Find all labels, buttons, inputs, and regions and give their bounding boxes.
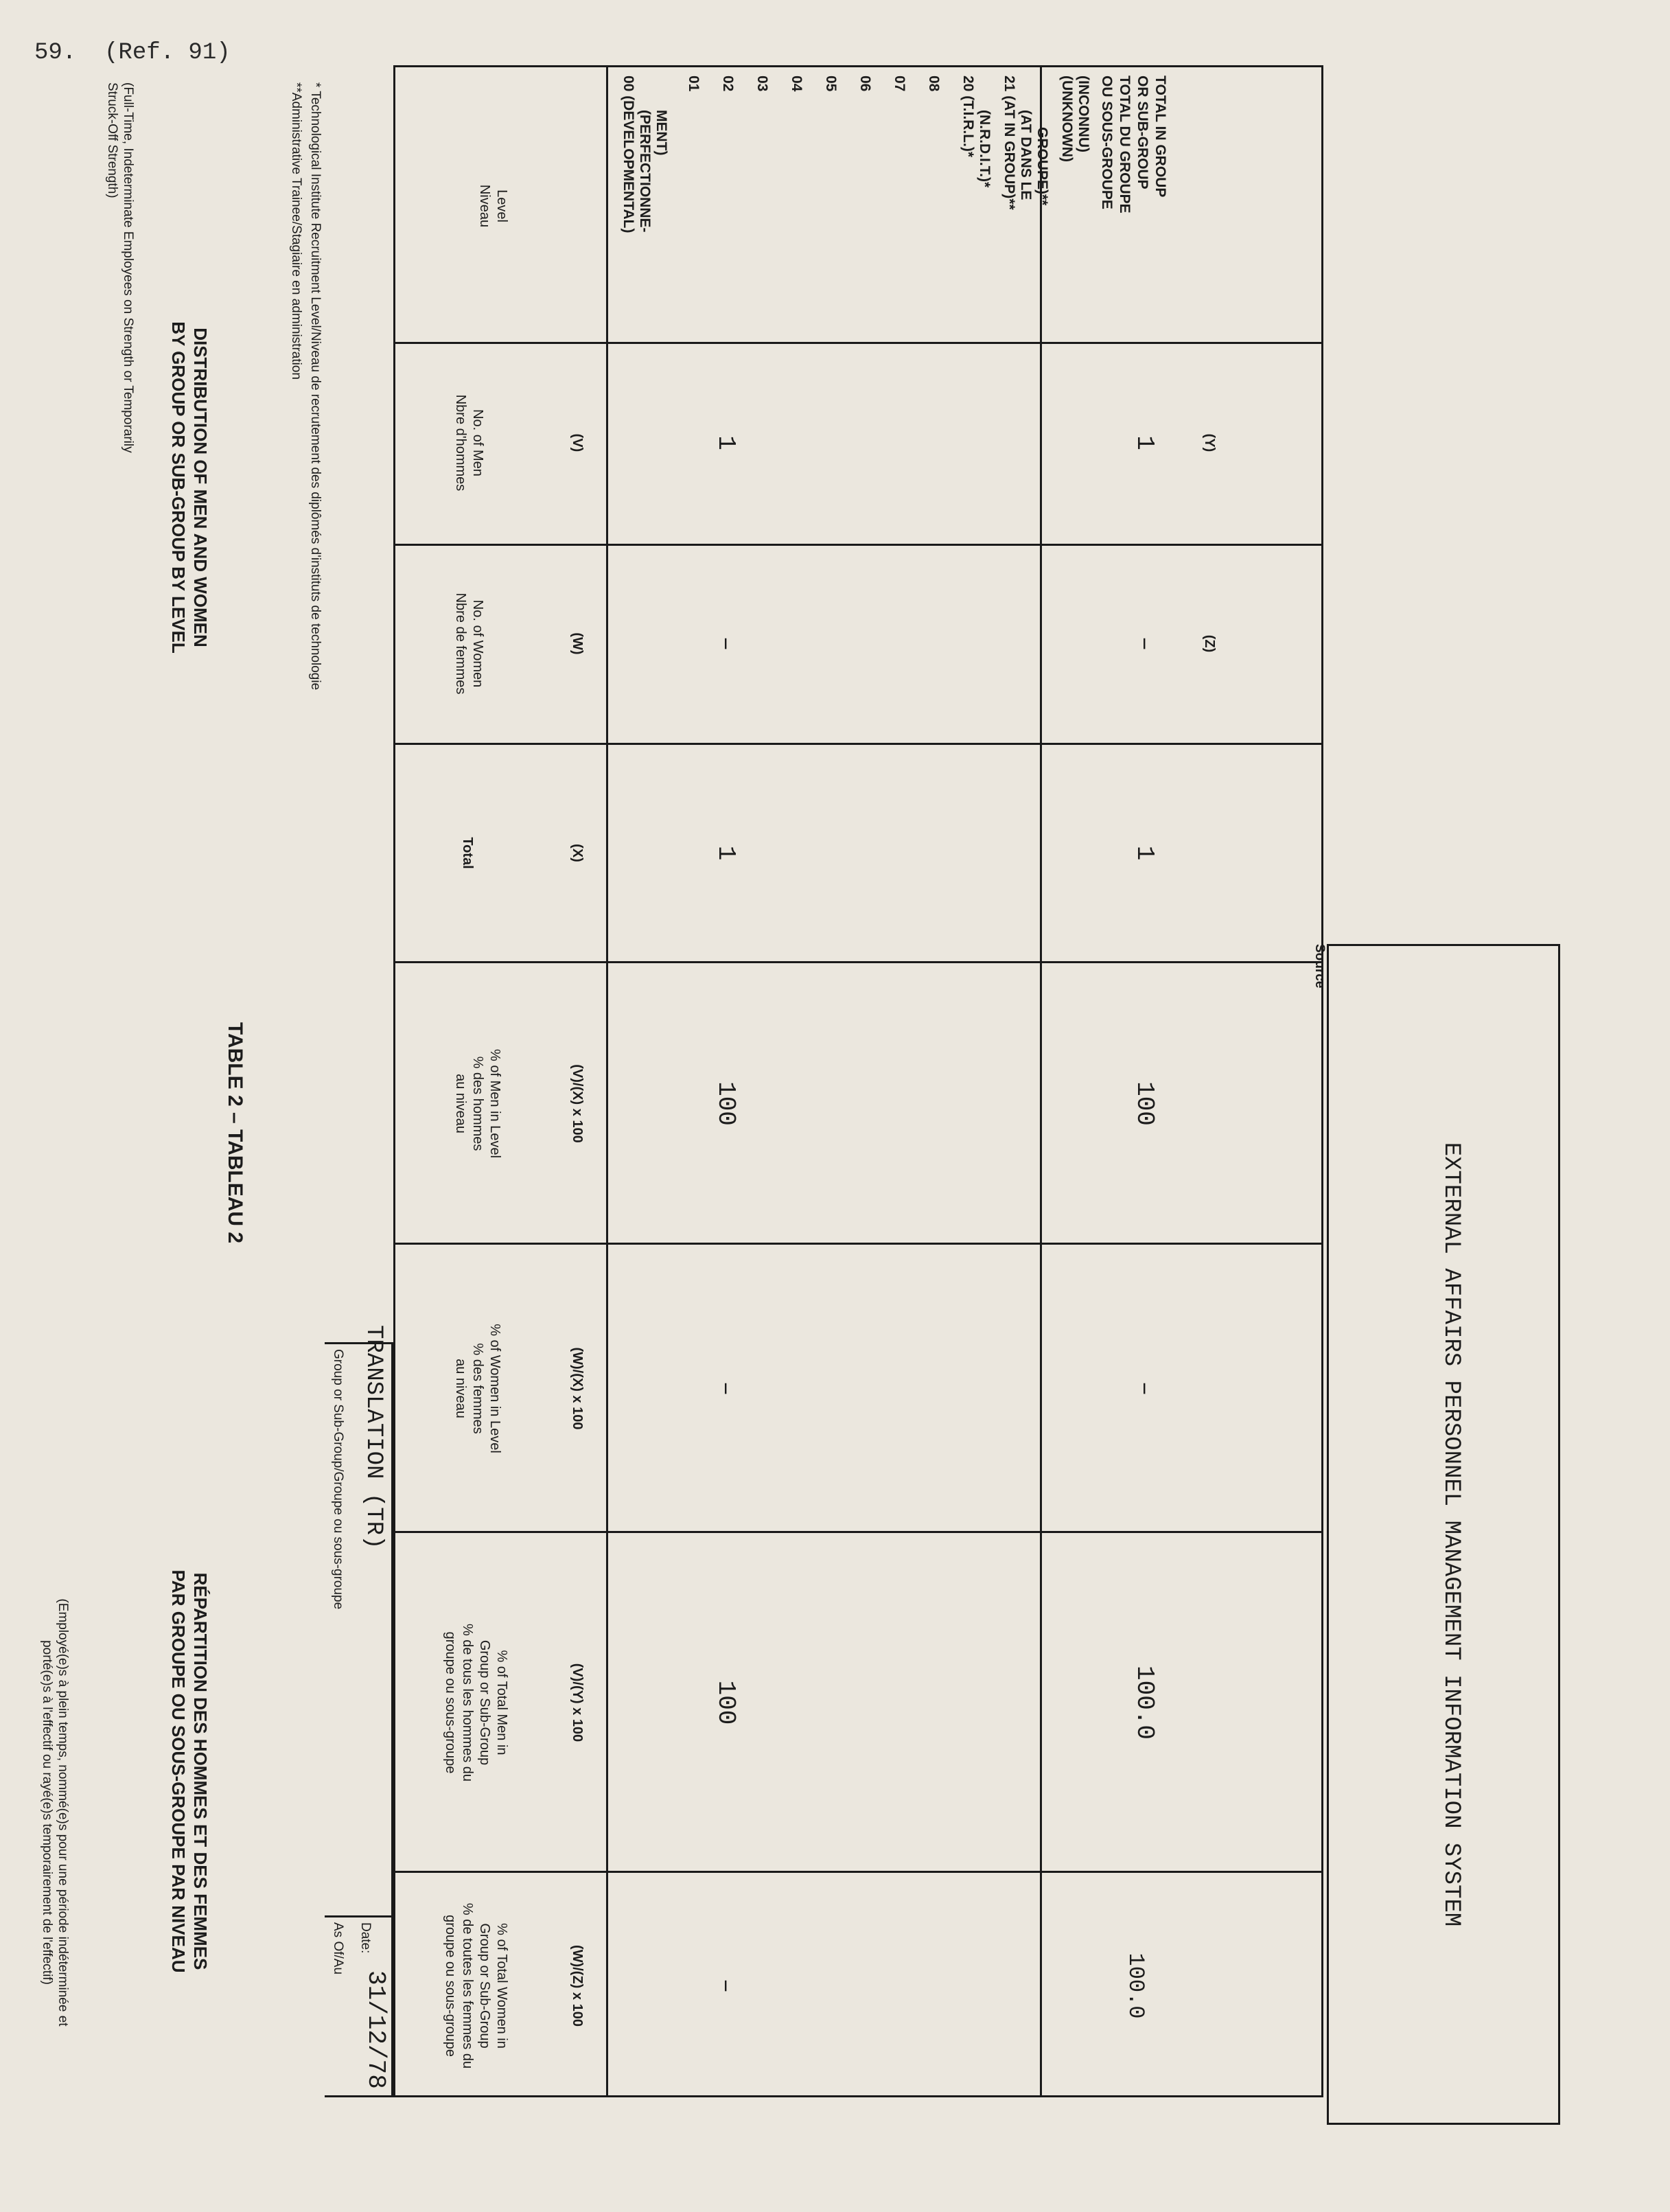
subtitle-fr-line-2: porté(e)s à l'effectif ou rayé(e)s temporairement de l'effectif) <box>40 1640 54 1985</box>
header-women: No. of Women Nbre de femmes <box>453 592 485 695</box>
table-title: TABLE 2 – TABLEAU 2 <box>224 1022 246 1244</box>
header-women-code: (W) <box>570 632 585 655</box>
level-20-fr: (N.R.D.I.T.)* <box>977 110 993 188</box>
header-pct-men-level-formula: (V)/(X) x 100 <box>570 1064 585 1143</box>
group-label: Group or Sub-Group/Groupe ou sous-groupe <box>331 1349 345 1610</box>
level-21-fr: (AT DANS LE <box>1018 110 1034 200</box>
group-value: TRANSLATION (TR) <box>360 1325 386 1549</box>
row-02-pct-women-group: – <box>712 1978 740 1994</box>
header-pct-women-group: % of Total Women in Group or Sub-Group % de toutes les femmes du groupe ou sous-groupe <box>443 1902 509 2069</box>
title-fr-line-1: RÉPARTITION DES HOMMES ET DES FEMMES <box>190 1572 211 1970</box>
level-00-fr: (PERFECTIONNE- <box>637 110 653 233</box>
level-unknown: (UNKNOWN) <box>1059 76 1075 162</box>
subtitle-fr-line-1: (Employé(e)s à plein temps, nommé(e)s pour une période indéterminée et <box>56 1598 70 2027</box>
row-02-pct-men-group: 100 <box>712 1680 740 1725</box>
distribution-table <box>393 65 1323 2097</box>
total-pct-women-group: 100.0 <box>1123 1952 1148 2019</box>
row-02-men: 1 <box>712 435 740 450</box>
level-03: 03 <box>754 76 770 92</box>
level-04: 04 <box>789 76 804 92</box>
level-05: 05 <box>823 76 839 92</box>
header-pct-women-level-formula: (W)/(X) x 100 <box>570 1347 585 1430</box>
total-label: TOTAL IN GROUP OR SUB-GROUP TOTAL DU GROUPE OU SOUS-GROUPE <box>1099 76 1168 214</box>
level-21-fr-2: GROUPE)** <box>1034 127 1050 206</box>
footnote-technological: * Technological Institute Recruitment Level/Niveau de recrutement des diplômés d'instituts de technologie <box>308 82 323 691</box>
total-code-y: (Y) <box>1202 433 1217 452</box>
level-01: 01 <box>686 76 701 92</box>
subtitle-en-line-1: (Full-Time, Indeterminate Employees on Strength or Temporarily <box>121 82 135 453</box>
date-value: 31/12/78 <box>362 1970 390 2089</box>
level-06: 06 <box>857 76 873 92</box>
total-total: 1 <box>1130 845 1159 861</box>
row-02-women: – <box>712 636 740 652</box>
level-02: 02 <box>720 76 736 92</box>
total-men: 1 <box>1130 435 1159 450</box>
header-men: No. of Men Nbre d'hommes <box>453 394 485 492</box>
header-total: Total <box>460 837 475 869</box>
level-00: 00 (DEVELOPMENTAL) <box>621 76 636 233</box>
page-reference: 59. (Ref. 91) <box>34 40 231 66</box>
date-label: As Of/Au <box>331 1922 345 1975</box>
row-02-pct-women-level: – <box>712 1381 740 1396</box>
row-02-total: 1 <box>712 845 740 861</box>
level-07: 07 <box>892 76 907 92</box>
total-women: – <box>1130 636 1159 652</box>
row-02-pct-men-level: 100 <box>712 1081 740 1126</box>
title-fr-line-2: PAR GROUPE OU SOUS-GROUPE PAR NIVEAU <box>168 1569 189 1973</box>
title-en-line-1: DISTRIBUTION OF MEN AND WOMEN <box>190 327 211 647</box>
level-08: 08 <box>926 76 942 92</box>
level-21: 21 (AT IN GROUP)** <box>1001 76 1017 210</box>
total-pct-men-level: 100 <box>1130 1081 1159 1126</box>
total-code-z: (Z) <box>1202 634 1217 653</box>
level-20: 20 (T.I.R.L.)* <box>960 76 976 158</box>
header-pct-men-group: % of Total Men in Group or Sub-Group % de tous les hommes du groupe ou sous-groupe <box>443 1623 509 1782</box>
title-en-line-2: BY GROUP OR SUB-GROUP BY LEVEL <box>168 321 189 654</box>
date-label-2: Date: <box>358 1922 373 1954</box>
header-pct-women-group-formula: (W)/(Z) x 100 <box>570 1945 585 2027</box>
footnote-administrative: **Administrative Trainee/Stagiaire en administration <box>289 82 303 380</box>
source-value: EXTERNAL AFFAIRS PERSONNEL MANAGEMENT INFORMATION SYSTEM <box>1438 1142 1464 1927</box>
header-total-code: (X) <box>570 844 585 862</box>
level-00-fr-2: MENT) <box>653 110 669 156</box>
level-unknown-fr: (INCONNU) <box>1076 76 1091 152</box>
total-pct-women-level: – <box>1130 1381 1159 1396</box>
header-men-code: (V) <box>570 433 585 452</box>
header-pct-men-level: % of Men in Level % des hommes au niveau <box>453 1049 502 1158</box>
header-level: Level Niveau <box>477 184 509 228</box>
subtitle-en-line-2: Struck-Off Strength) <box>105 82 119 198</box>
header-pct-women-level: % of Women in Level % des femmes au niveau <box>453 1324 502 1453</box>
source-label: Source <box>1312 944 1327 989</box>
header-pct-men-group-formula: (V)/(Y) x 100 <box>570 1663 585 1742</box>
total-pct-men-group: 100.0 <box>1130 1665 1159 1740</box>
